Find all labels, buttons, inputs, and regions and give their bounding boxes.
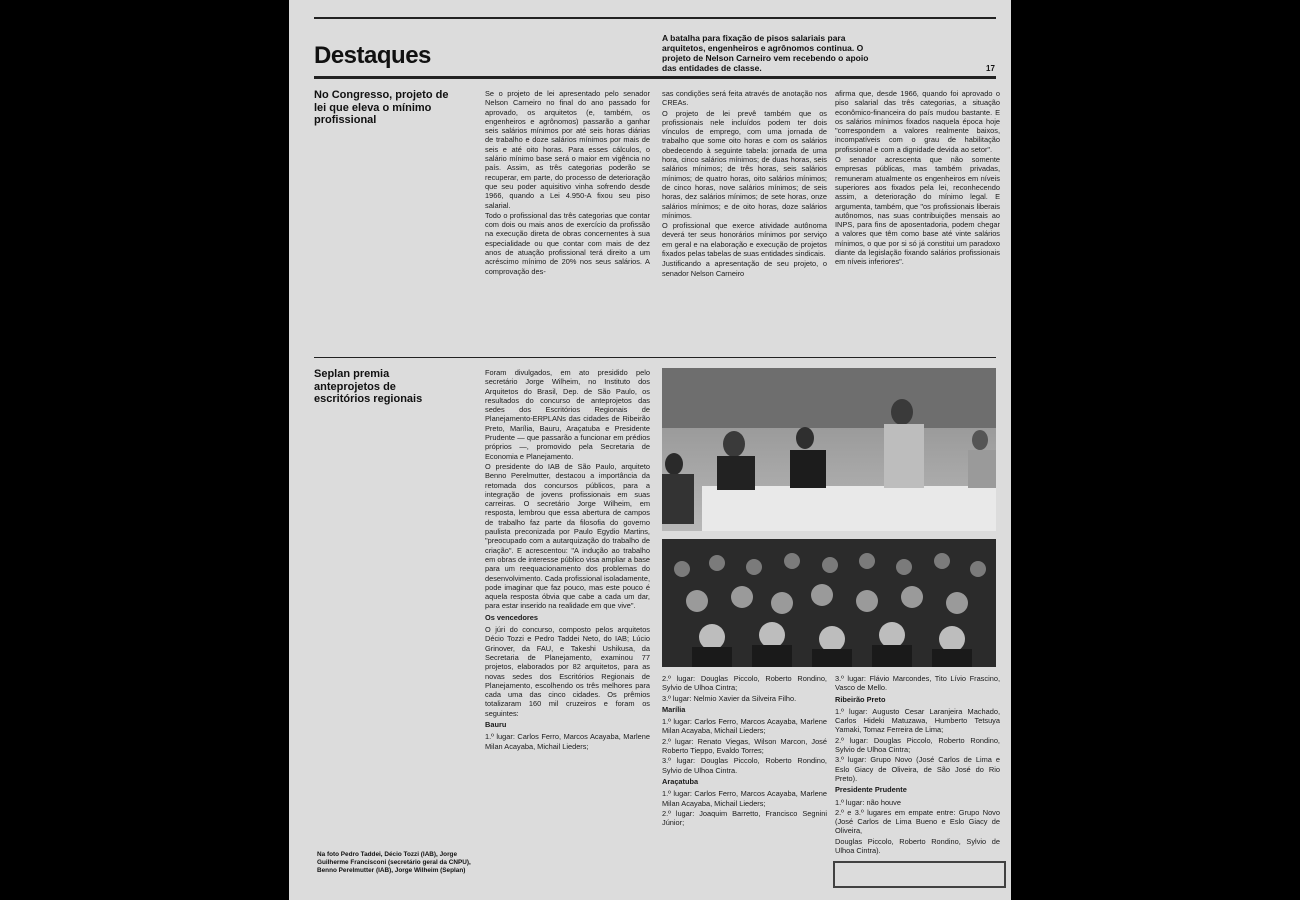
page-deck: A batalha para fixação de pisos salariais para arquitetos, engenheiros e agrônomos continua. O projeto de Nelson Carneiro vem recebendo o apoio das entidades de classe. <box>662 33 869 73</box>
subhead-aracatuba: Araçatuba <box>662 776 699 786</box>
newspaper-page <box>289 0 1011 900</box>
article1-column-3 <box>835 89 1000 351</box>
section-divider-rule <box>314 357 996 358</box>
ribeirao-first-place: 1.º lugar: Augusto Cesar Laranjeira Machado, Carlos Hideki Matuzawa, Humberto Tetsuya Yamaki, Tomaz Ferreira de Lima; <box>835 706 1000 735</box>
subhead-marilia: Marília <box>662 704 686 714</box>
article1-col3-paragraph-2: O senador acrescenta que não somente empresas públicas, mas também privadas, remuneram atualmente os engenheiros em níveis superiores aos fixados pela lei, reconhecendo assim, a deterioração do mínimo legal. E argumenta, também, que "os profissionais liberais autônomos, nas suas contribuições mensais ao INPS, para fins de aposentadoria, podem chegar a valores que têm como base até vinte salários mínimos, o que por si só já constitui um paradoxo diante da legislação fixando salários profissionais em níveis inferiores". <box>835 155 1000 267</box>
article1-col2-paragraph: sas condições será feita através de anotação nos CREAs. <box>662 89 827 108</box>
bauru-first-place: 1.º lugar: Carlos Ferro, Marcos Acayaba, Marlene Milan Acayaba, Michail Lieders; <box>485 732 650 751</box>
marilia-first-place: 1.º lugar: Carlos Ferro, Marcos Acayaba, Marlene Milan Acayaba, Michail Lieders; <box>662 717 827 736</box>
article1-col2-paragraph-3: O profissional que exerce atividade autônoma deverá ter seus honorários mínimos por serviço em geral e na elaboração e execução de projetos fixados pelas tabelas de suas entidades sindicais. <box>662 221 827 259</box>
article1-col2-paragraph-4: Justificando a apresentação de seu projeto, o senador Nelson Carneiro <box>662 259 827 278</box>
article1-col1-paragraph: Se o projeto de lei apresentado pelo senador Nelson Carneiro no final do ano passado for aprovado, os arquitetos (e, também, os engenheiros e agrônomos) passarão a ganhar seis salários mínimos por até seis horas diárias de trabalho e doze salários mínimos por mais de seis e até oito horas. Para esses cálculos, o salário mínimo base será o maior em vigência no país. Assim, as três categorias poderão se recuperar, em parte, do processo de deterioração que seu poder aquisitivo vinha sofrendo desde 1966, quando a Lei 4.950-A fixou seu piso salarial. <box>485 89 650 210</box>
article2-col1-paragraph-2: O presidente do IAB de São Paulo, arquiteto Benno Perelmutter, destacou a importância da retomada dos concursos públicos, para a integração de jovens profissionais em suas carreiras. O secretário Jorge Wilheim, em resposta, lembrou que essa abertura de campos de trabalho faz parte da filosofia do governo paulista preconizada por Paulo Egydio Martins, "preocupado com a autarquização do trabalho de criação". E acrescentou: "A indução ao trabalho em obras de interesse público visa ampliar a base para um reequacionamento dos problemas do desenvolvimento. Cada profissional isoladamente, pode imaginar que faz pouco, mas este pouco é aquela resposta óbvia que cabe a cada um dar, para estar inserido na realidade em que vive". <box>485 461 650 611</box>
aracatuba-first-place: 1.º lugar: Carlos Ferro, Marcos Acayaba, Marlene Milan Acayaba, Michail Lieders; <box>662 789 827 808</box>
marilia-third-place: 3.º lugar: Douglas Piccolo, Roberto Rondino, Sylvio de Ulhoa Cintra. <box>662 756 827 775</box>
audience-photo-svg <box>662 539 996 667</box>
photo-panel <box>662 368 996 531</box>
article1-col2-paragraph-2: O projeto de lei prevê também que os profissionais nele incluídos podem ter dois vínculos de emprego, com uma jornada de trabalho que some oito horas e com os salários obedecendo à seguinte tabela: jornada de uma hora, cinco salários mínimos; de duas horas, seis salários mínimos; de três horas, seis salários mínimos; de quatro horas, oito salários mínimos; de cinco horas, nove salários mínimos; de seis horas, dez salários mínimos; de sete horas, onze salários mínimos; e de oito horas, doze salários mínimos. <box>662 108 827 220</box>
bauru-second-place: 2.º lugar: Douglas Piccolo, Roberto Rondino, Sylvio de Ulhoa Cintra; <box>662 674 827 693</box>
photo-caption: Na foto Pedro Taddei, Décio Tozzi (IAB), Jorge Guilherme Francisconi (secretário geral da CNPU), Benno Perelmutter (IAB), Jorge Wilheim (Seplan) <box>317 851 471 874</box>
subhead-presidente-prudente: Presidente Prudente <box>835 785 907 795</box>
page-number: 17 <box>986 64 995 73</box>
article1-col3-paragraph: afirma que, desde 1966, quando foi aprovado o piso salarial das três categorias, a situação econômico-financeira do país mudou bastante. E os salários mínimos fixados naquela época hoje "correspondem a valores realmente baixos, incompatíveis com o grau de habilitação profissional e com a dignidade devida ao setor". <box>835 89 1000 154</box>
article2-column-1 <box>485 368 650 896</box>
article2-col1-paragraph: Foram divulgados, em ato presidido pelo secretário Jorge Wilheim, no Instituto dos Arquitetos do Brasil, Dep. de São Paulo, os resultados do concurso de anteprojetos das sedes dos Escritórios Regionais de Planejamento-ERPLANs das cidades de Ribeirão Preto, Marília, Bauru, Araçatuba e Presidente Prudente — que passarão a funcionar em prédios próprios —, promovido pela Secretaria de Economia e Planejamento. <box>485 368 650 461</box>
photo-audience <box>662 539 996 667</box>
section-title: Destaques <box>314 42 431 69</box>
top-rule <box>314 17 996 19</box>
article1-column-1 <box>485 89 650 351</box>
prudente-second-third-place: 2.º e 3.º lugares em empate entre: Grupo Novo (José Carlos de Lima Bueno e Eslo Giacy de Oliveira, <box>835 807 1000 836</box>
article1-headline: No Congresso, projeto de lei que eleva o mínimo profissional <box>314 89 449 126</box>
article2-headline: Seplan premia anteprojetos de escritórios regionais <box>314 368 423 405</box>
subhead-ribeirao-preto: Ribeirão Preto <box>835 694 886 704</box>
marilia-second-place: 2.º lugar: Renato Viegas, Wilson Marcon, José Roberto Tieppo, Evaldo Torres; <box>662 736 827 756</box>
panel-photo-svg <box>662 368 996 531</box>
subhead-winners: Os vencedores <box>485 612 538 622</box>
ribeirao-second-place: 2.º lugar: Douglas Piccolo, Roberto Rondino, Sylvio de Ulhoa Cintra; <box>835 735 1000 755</box>
subhead-bauru: Bauru <box>485 719 507 729</box>
highlight-box <box>833 861 1006 888</box>
aracatuba-second-place: 2.º lugar: Joaquim Barretto, Francisco Segnini Júnior; <box>662 808 827 828</box>
article2-col1-paragraph-3: O júri do concurso, composto pelos arquitetos Décio Tozzi e Pedro Taddei Neto, do IAB; Lúcio Grinover, da FAU, e Takeshi Ushikusa, da Secretaria de Planejamento, examinou 77 projetos, elaborados por 82 arquitetos, para as novas sedes dos Escritórios Regionais de Planejamento, escolhendo os três melhores para cada uma das cinco cidades. Os prêmios totalizaram 160 mil cruzeiros e foram os seguintes: <box>485 625 650 718</box>
bauru-third-place: 3.º lugar: Nelmio Xavier da Silveira Filho. <box>662 693 797 703</box>
article1-col1-paragraph-2: Todo o profissional das três categorias que contar com dois ou mais anos de exercício da profissão na execução direta de obras concernentes à sua especialidade ou que contar com mais de dez anos de atuação profissional terá direito a um acréscimo mínimo de 20% nos seus salários. A comprovação des- <box>485 210 650 276</box>
prudente-highlighted-names: Douglas Piccolo, Roberto Rondino, Sylvio de Ulhoa Cintra). <box>835 836 1000 856</box>
aracatuba-third-place: 3.º lugar: Flávio Marcondes, Tito Lívio Frascino, Vasco de Mello. <box>835 674 1000 693</box>
article1-column-2 <box>662 89 827 351</box>
article2-column-2 <box>662 674 827 896</box>
prudente-first-place: 1.º lugar: não houve <box>835 797 901 807</box>
header-rule <box>314 76 996 79</box>
ribeirao-third-place: 3.º lugar: Grupo Novo (José Carlos de Lima e Eslo Giacy de Oliveira, de São José do Rio Preto). <box>835 755 1000 783</box>
